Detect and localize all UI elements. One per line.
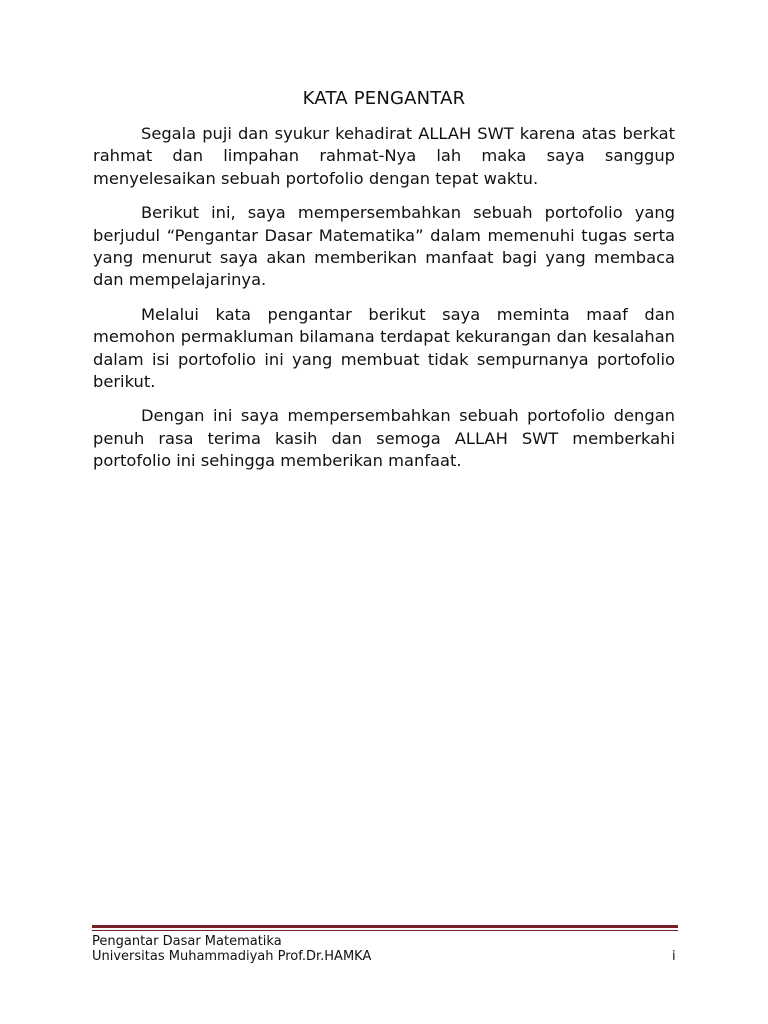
page-title: KATA PENGANTAR — [302, 88, 466, 109]
body-text — [93, 123, 675, 485]
footer-book-title: Pengantar Dasar Matematika — [92, 934, 282, 949]
paragraph-1: Segala puji dan syukur kehadirat ALLAH SWT karena atas berkat rahmat dan limpahan rahmat-Nya lah maka saya sanggup menyelesaikan sebuah portofolio dengan tepat waktu. — [93, 124, 675, 188]
paragraph-2: Berikut ini, saya mempersembahkan sebuah portofolio yang berjudul “Pengantar Dasar Matematika” dalam memenuhi tugas serta yang menurut saya akan memberikan manfaat bagi yang membaca dan mempelajarinya. — [93, 203, 675, 290]
paragraph-3: Melalui kata pengantar berikut saya meminta maaf dan memohon permakluman bilamana terdapat kekurangan dan kesalahan dalam isi portofolio ini yang membuat tidak sempurnanya portofolio berikut. — [93, 304, 675, 392]
footer-rule-thick — [92, 925, 678, 928]
footer-rule-thin — [92, 930, 678, 931]
paragraph-4: Dengan ini saya mempersembahkan sebuah portofolio dengan penuh rasa terima kasih dan semoga ALLAH SWT memberkahi portofolio ini sehingga memberikan manfaat. — [93, 406, 675, 471]
footer-university: Universitas Muhammadiyah Prof.Dr.HAMKA — [92, 949, 372, 964]
page-number: i — [672, 949, 676, 964]
